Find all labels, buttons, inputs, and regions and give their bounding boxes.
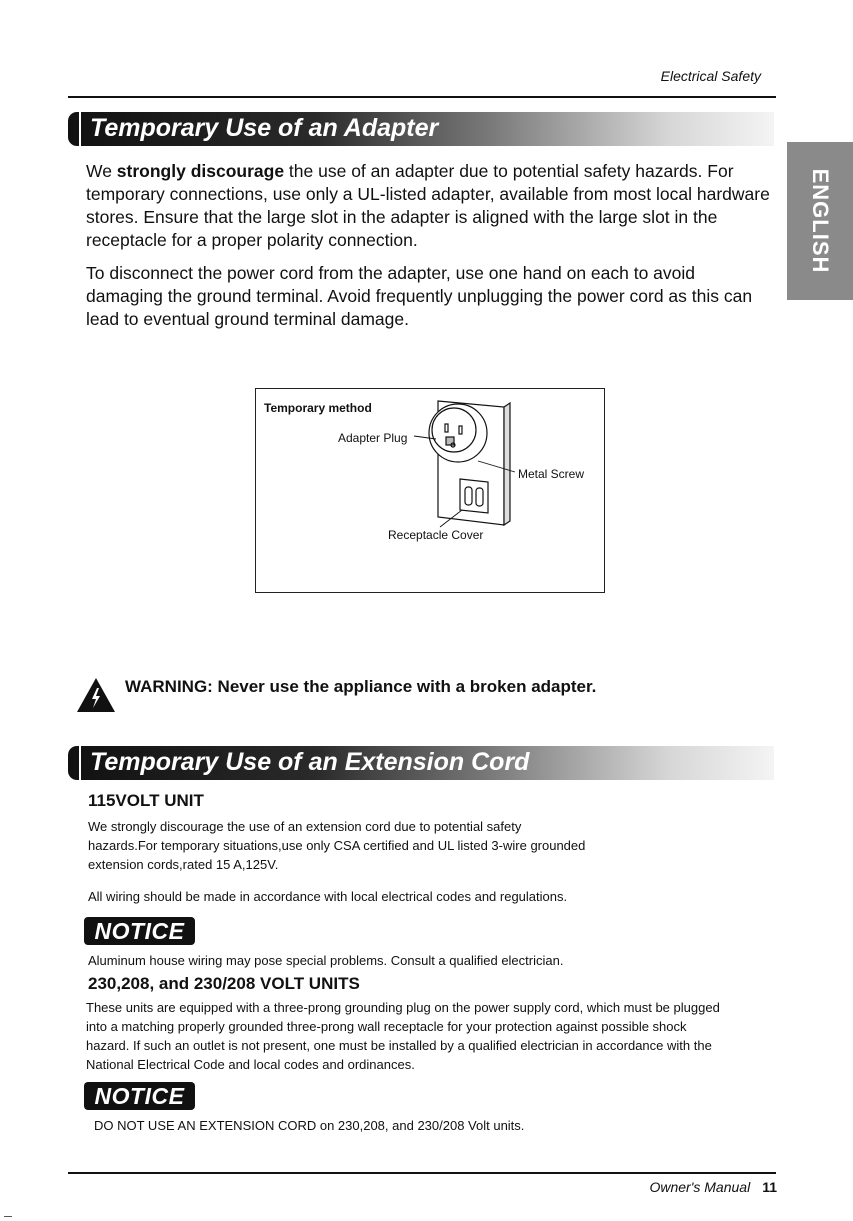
- outlet-illustration: [256, 389, 604, 592]
- notice-badge-2: [84, 1082, 195, 1110]
- subhead-230v: 230,208, and 230/208 VOLT UNITS: [88, 974, 360, 993]
- extension-section-title: Temporary Use of an Extension Cord: [90, 748, 530, 776]
- lower-outlet: [460, 479, 488, 513]
- section-title: Electrical Safety: [660, 68, 761, 84]
- footer: [649, 1179, 777, 1195]
- subhead-115v: 115VOLT UNIT: [88, 791, 204, 810]
- adapter-paragraph-1: [86, 160, 776, 252]
- p1-rest: the use of an adapter due to potential safety hazards. For temporary connections, use only a UL-listed adapter, available from most local hardware stores. Ensure that the large slot in the adapter is aligned with the large slot in the receptacle for a proper polarity connection.: [86, 161, 770, 250]
- page-number: 11: [762, 1179, 777, 1195]
- notice-1-text: Aluminum house wiring may pose special problems. Consult a qualified electrician.: [88, 953, 564, 968]
- adapter-diagram: [255, 388, 605, 593]
- footer-manual-title: Owner's Manual: [649, 1179, 751, 1195]
- p1-prefix: We: [86, 161, 117, 181]
- corner-mark: [4, 1216, 12, 1217]
- warning-icon: [76, 677, 116, 713]
- extension-paragraph-1: We strongly discourage the use of an extension cord due to potential safety hazards.For temporary situations,use only CSA certified and UL listed 3-wire grounded extension cords,rated 15 A,125V.: [88, 819, 586, 872]
- extension-section-banner: [68, 746, 774, 780]
- adapter-section-title: Temporary Use of an Adapter: [90, 114, 439, 142]
- adapter-paragraph-2: To disconnect the power cord from the adapter, use one hand on each to avoid damaging the ground terminal. Avoid frequently unplugging the power cord as this can lead to eventual ground terminal damage.: [86, 263, 753, 329]
- notice-badge-2-label: NOTICE: [94, 1083, 185, 1109]
- metal-screw-label: Metal Screw: [518, 467, 585, 481]
- adapter-section-banner: [68, 112, 774, 146]
- header-rule: [68, 96, 776, 98]
- adapter-plug-label: Adapter Plug: [338, 431, 408, 445]
- p1-emphasis: strongly discourage: [116, 161, 285, 181]
- language-tab: [787, 142, 853, 300]
- language-tab-label: ENGLISH: [808, 168, 833, 274]
- banner-accent: [68, 746, 81, 780]
- notice-badge-1: [84, 917, 195, 945]
- receptacle-cover-label: Receptacle Cover: [388, 528, 484, 542]
- notice-badge-1-label: NOTICE: [94, 918, 185, 944]
- extension-paragraph-2: All wiring should be made in accordance with local electrical codes and regulations.: [88, 889, 568, 904]
- notice-2-text: DO NOT USE AN EXTENSION CORD on 230,208, and 230/208 Volt units.: [94, 1118, 525, 1133]
- banner-accent: [68, 112, 81, 146]
- warning-text: WARNING: Never use the appliance with a broken adapter.: [125, 677, 597, 696]
- figure-title: Temporary method: [264, 401, 372, 415]
- footer-rule: [68, 1172, 776, 1174]
- extension-paragraph-3: These units are equipped with a three-prong grounding plug on the power supply cord, which must be plugged into a matching properly grounded three-prong wall receptacle for your protection against possible shock hazard. If such an outlet is not present, one must be installed by a qualified electrician in accordance with the National Electrical Code and local codes and ordinances.: [86, 1000, 720, 1072]
